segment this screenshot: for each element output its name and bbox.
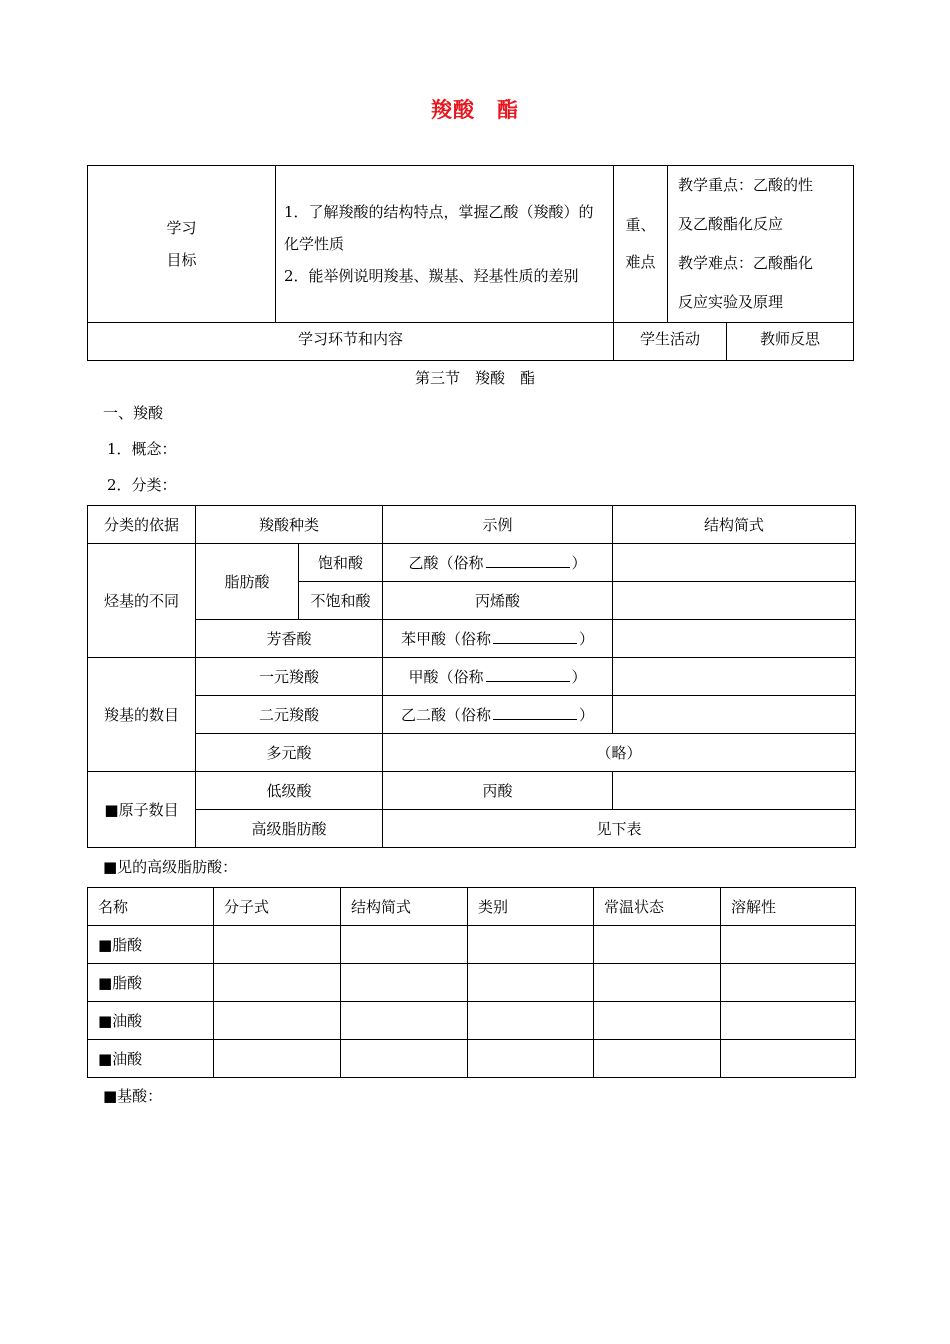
cell [341, 1040, 468, 1078]
di-example: 乙二酸（俗称 ） [383, 696, 613, 734]
key-label [614, 166, 668, 323]
cell [214, 1002, 341, 1040]
lower-example: 丙酸 [383, 772, 613, 810]
group-carboxyl: 羧基的数目 [88, 658, 196, 772]
section-title: 第三节 羧酸 酯 [414, 369, 535, 387]
cell [468, 1040, 594, 1078]
aliphatic-acid: 脂肪酸 [196, 544, 299, 620]
fill-blank[interactable] [486, 667, 570, 682]
header-category: 类别 [468, 888, 594, 926]
group-hydrocarbon: 烃基的不同 [88, 544, 196, 658]
cell [214, 964, 341, 1002]
cell [214, 926, 341, 964]
cell [721, 1040, 856, 1078]
header-formula: 分子式 [214, 888, 341, 926]
mono-example: 甲酸（俗称 ） [383, 658, 613, 696]
header-structure: 结构简式 [613, 506, 856, 544]
unsaturated-example: 丙烯酸 [383, 582, 613, 620]
header-type: 羧酸种类 [196, 506, 383, 544]
cell [721, 964, 856, 1002]
goal-text [276, 166, 614, 323]
cell [594, 1040, 721, 1078]
page-title: 羧酸 酯 [431, 97, 519, 122]
cell [594, 964, 721, 1002]
cell [341, 964, 468, 1002]
fill-blank[interactable] [493, 629, 577, 644]
cell [594, 1002, 721, 1040]
fatty-acid-table [87, 887, 856, 1078]
polycarboxylic-acid: 多元酸 [196, 734, 383, 772]
key-text [668, 166, 854, 323]
objectives-table [87, 165, 854, 361]
dicarboxylic-acid: 二元羧酸 [196, 696, 383, 734]
header-structure: 结构简式 [341, 888, 468, 926]
row-name: ■油酸 [88, 1040, 214, 1078]
item-classification: 2．分类： [107, 476, 177, 494]
structure-cell [613, 696, 856, 734]
cell [341, 1002, 468, 1040]
higher-example: 见下表 [383, 810, 856, 848]
cell [214, 1040, 341, 1078]
unsaturated-acid: 不饱和酸 [299, 582, 383, 620]
cell [721, 926, 856, 964]
saturated-example: 乙酸（俗称 ） [383, 544, 613, 582]
row-name: ■脂酸 [88, 964, 214, 1002]
goal-text-1: 1．了解羧酸的结构特点，掌握乙酸（羧酸）的化学性质 [284, 203, 594, 253]
structure-cell [613, 772, 856, 810]
structure-cell [613, 620, 856, 658]
fatty-acid-intro: ■见的高级脂肪酸： [103, 858, 238, 876]
row-name: ■脂酸 [88, 926, 214, 964]
key-text-4: 反应实验及原理 [678, 293, 784, 311]
structure-cell [613, 658, 856, 696]
goal-text-2: 2．能举例说明羧基、羰基、羟基性质的差别 [284, 267, 579, 285]
key-text-1: 教学重点：乙酸的性 [678, 176, 814, 194]
poly-example: （略） [383, 734, 856, 772]
structure-cell [613, 582, 856, 620]
fill-blank[interactable] [486, 553, 570, 568]
cell [468, 964, 594, 1002]
aromatic-example: 苯甲酸（俗称 ） [383, 620, 613, 658]
aromatic-acid: 芳香酸 [196, 620, 383, 658]
col-content: 学习环节和内容 [88, 323, 614, 361]
header-basis: 分类的依据 [88, 506, 196, 544]
header-example: 示例 [383, 506, 613, 544]
saturated-acid: 饱和酸 [299, 544, 383, 582]
footer-item: ■基酸： [103, 1087, 163, 1105]
cell [468, 926, 594, 964]
structure-cell [613, 544, 856, 582]
item-concept: 1．概念： [107, 440, 177, 458]
lower-acid: 低级酸 [196, 772, 383, 810]
higher-fatty-acid: 高级脂肪酸 [196, 810, 383, 848]
goal-label: 学习 目标 [88, 166, 276, 323]
col-student: 学生活动 [614, 323, 727, 361]
cell [468, 1002, 594, 1040]
header-name: 名称 [88, 888, 214, 926]
cell [721, 1002, 856, 1040]
header-solubility: 溶解性 [721, 888, 856, 926]
key-label-2: 难点 [625, 253, 656, 271]
classification-table [87, 505, 856, 848]
cell [341, 926, 468, 964]
row-name: ■油酸 [88, 1002, 214, 1040]
monocarboxylic-acid: 一元羧酸 [196, 658, 383, 696]
cell [594, 926, 721, 964]
col-teacher: 教师反思 [727, 323, 854, 361]
header-state: 常温状态 [594, 888, 721, 926]
group-atoms: ■原子数目 [88, 772, 196, 848]
key-text-2: 及乙酸酯化反应 [678, 215, 784, 233]
key-text-3: 教学难点：乙酸酯化 [678, 254, 814, 272]
heading-carboxylic-acid: 一、羧酸 [103, 404, 164, 422]
fill-blank[interactable] [493, 705, 577, 720]
key-label-1: 重、 [625, 216, 656, 234]
